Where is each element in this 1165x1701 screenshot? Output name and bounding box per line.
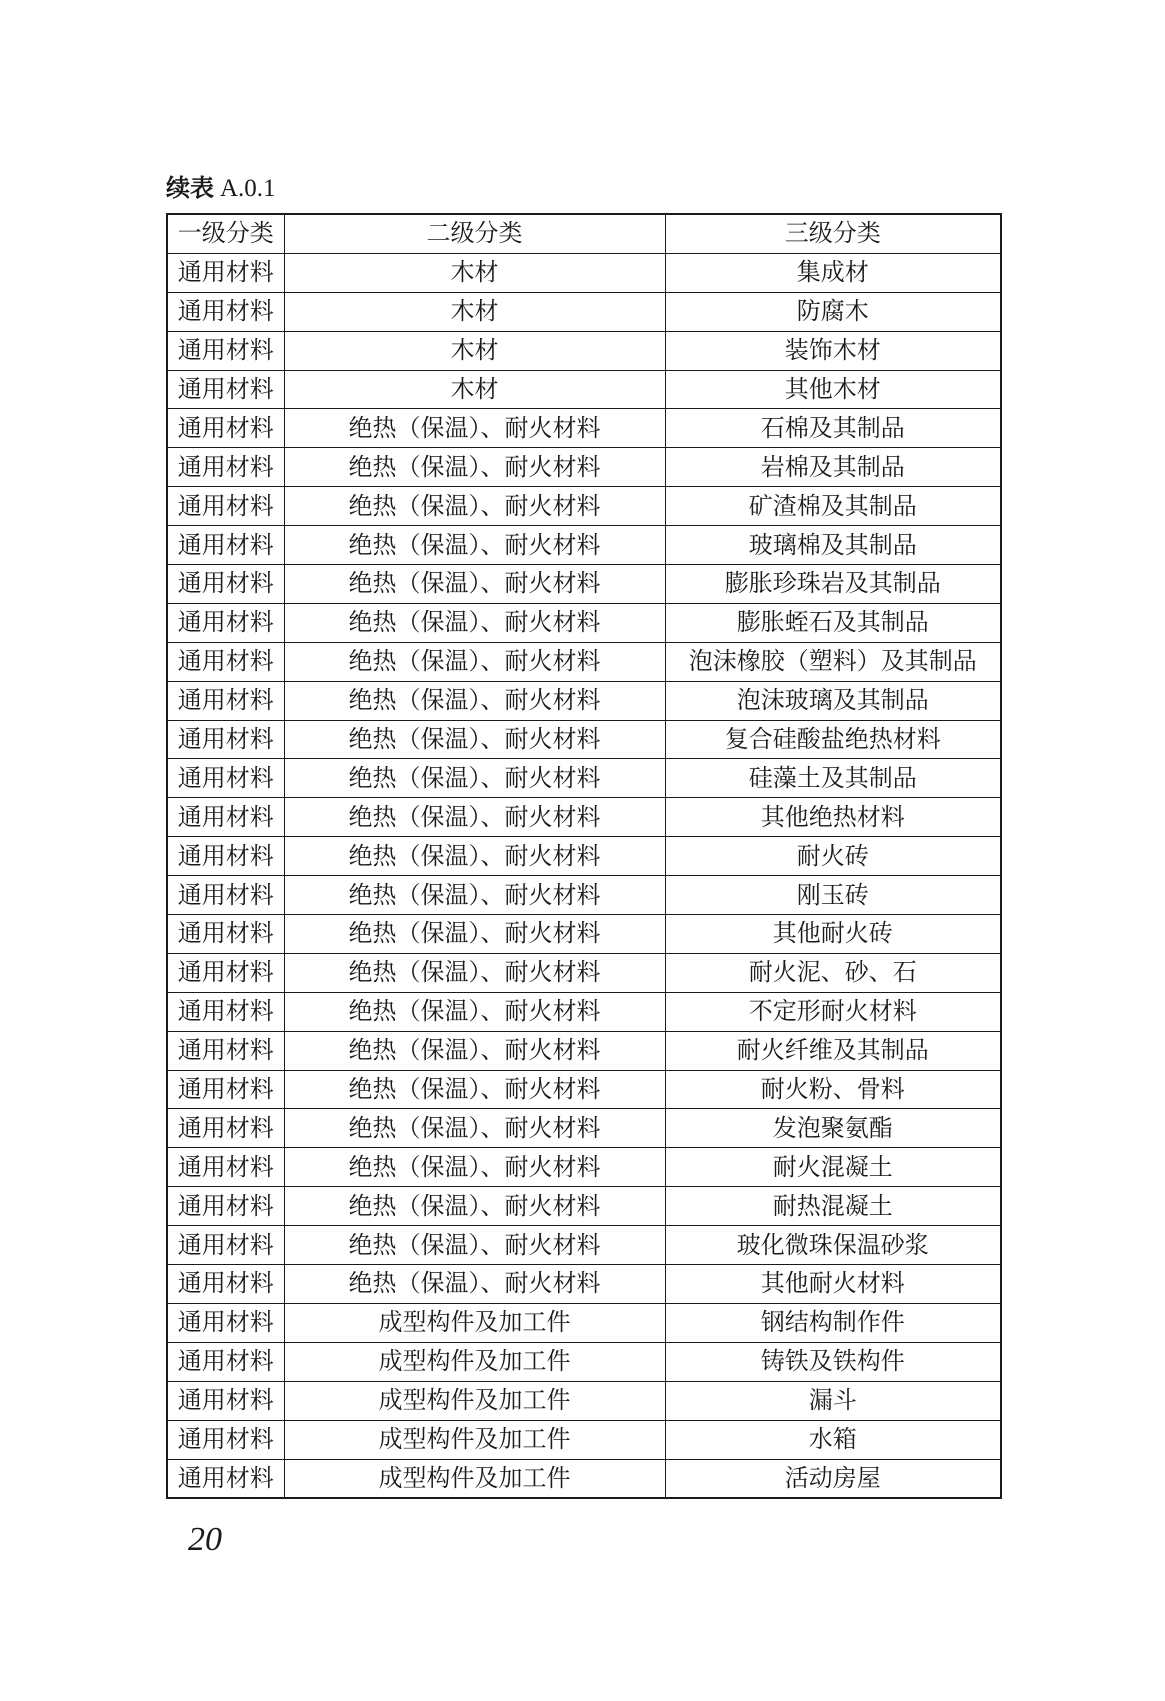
cell-level-1: 通用材料 — [167, 565, 284, 604]
table-row — [167, 331, 1001, 370]
cell-level-2: 绝热（保温）、耐火材料 — [284, 565, 665, 604]
table-row — [167, 1070, 1001, 1109]
table-row — [167, 1187, 1001, 1226]
table-row — [167, 720, 1001, 759]
cell-level-3: 耐热混凝土 — [665, 1187, 1001, 1226]
cell-level-1: 通用材料 — [167, 759, 284, 798]
cell-level-2: 绝热（保温）、耐火材料 — [284, 1109, 665, 1148]
page-number: 20 — [188, 1521, 222, 1558]
cell-level-3: 岩棉及其制品 — [665, 448, 1001, 487]
cell-level-1: 通用材料 — [167, 603, 284, 642]
table-row — [167, 487, 1001, 526]
cell-level-2: 绝热（保温）、耐火材料 — [284, 642, 665, 681]
table-row — [167, 409, 1001, 448]
cell-level-3: 漏斗 — [665, 1381, 1001, 1420]
cell-level-1: 通用材料 — [167, 992, 284, 1031]
cell-level-2: 绝热（保温）、耐火材料 — [284, 720, 665, 759]
cell-level-1: 通用材料 — [167, 798, 284, 837]
cell-level-2: 绝热（保温）、耐火材料 — [284, 1187, 665, 1226]
cell-level-2: 绝热（保温）、耐火材料 — [284, 1070, 665, 1109]
cell-level-3: 其他耐火砖 — [665, 915, 1001, 954]
cell-level-2: 木材 — [284, 253, 665, 292]
cell-level-3: 耐火纤维及其制品 — [665, 1031, 1001, 1070]
cell-level-3: 其他木材 — [665, 370, 1001, 409]
table-row — [167, 448, 1001, 487]
cell-level-1: 通用材料 — [167, 253, 284, 292]
cell-level-3: 防腐木 — [665, 292, 1001, 331]
table-row — [167, 292, 1001, 331]
table-row — [167, 876, 1001, 915]
cell-level-3: 集成材 — [665, 253, 1001, 292]
caption-label: 续表 — [166, 174, 214, 202]
cell-level-3: 泡沫玻璃及其制品 — [665, 681, 1001, 720]
table-row — [167, 1031, 1001, 1070]
table-row — [167, 642, 1001, 681]
cell-level-2: 成型构件及加工件 — [284, 1381, 665, 1420]
table-caption — [166, 172, 276, 204]
table-row — [167, 1265, 1001, 1304]
cell-level-3: 硅藻土及其制品 — [665, 759, 1001, 798]
cell-level-2: 绝热（保温）、耐火材料 — [284, 915, 665, 954]
cell-level-2: 绝热（保温）、耐火材料 — [284, 448, 665, 487]
cell-level-2: 成型构件及加工件 — [284, 1342, 665, 1381]
cell-level-3: 耐火泥、砂、石 — [665, 953, 1001, 992]
cell-level-2: 成型构件及加工件 — [284, 1420, 665, 1459]
cell-level-1: 通用材料 — [167, 526, 284, 565]
table-row — [167, 370, 1001, 409]
cell-level-3: 水箱 — [665, 1420, 1001, 1459]
cell-level-3: 复合硅酸盐绝热材料 — [665, 720, 1001, 759]
table-row — [167, 1148, 1001, 1187]
table-header-row — [167, 214, 1001, 253]
cell-level-1: 通用材料 — [167, 1148, 284, 1187]
table-body — [167, 253, 1001, 1498]
cell-level-2: 绝热（保温）、耐火材料 — [284, 1031, 665, 1070]
cell-level-3: 其他耐火材料 — [665, 1265, 1001, 1304]
table-row — [167, 1342, 1001, 1381]
cell-level-3: 活动房屋 — [665, 1459, 1001, 1498]
cell-level-1: 通用材料 — [167, 1459, 284, 1498]
table-row — [167, 681, 1001, 720]
cell-level-2: 成型构件及加工件 — [284, 1303, 665, 1342]
table-row — [167, 565, 1001, 604]
cell-level-3: 装饰木材 — [665, 331, 1001, 370]
table-row — [167, 953, 1001, 992]
classification-table — [166, 213, 1002, 1499]
cell-level-3: 玻化微珠保温砂浆 — [665, 1226, 1001, 1265]
cell-level-1: 通用材料 — [167, 1420, 284, 1459]
cell-level-1: 通用材料 — [167, 915, 284, 954]
cell-level-1: 通用材料 — [167, 681, 284, 720]
table-row — [167, 1303, 1001, 1342]
cell-level-1: 通用材料 — [167, 1187, 284, 1226]
cell-level-3: 不定形耐火材料 — [665, 992, 1001, 1031]
cell-level-2: 绝热（保温）、耐火材料 — [284, 1148, 665, 1187]
cell-level-2: 绝热（保温）、耐火材料 — [284, 681, 665, 720]
table-row — [167, 526, 1001, 565]
table-row — [167, 1459, 1001, 1498]
cell-level-1: 通用材料 — [167, 487, 284, 526]
cell-level-2: 绝热（保温）、耐火材料 — [284, 759, 665, 798]
cell-level-1: 通用材料 — [167, 837, 284, 876]
cell-level-3: 耐火混凝土 — [665, 1148, 1001, 1187]
table-row — [167, 992, 1001, 1031]
cell-level-2: 绝热（保温）、耐火材料 — [284, 953, 665, 992]
table-row — [167, 1109, 1001, 1148]
cell-level-3: 泡沫橡胶（塑料）及其制品 — [665, 642, 1001, 681]
cell-level-2: 木材 — [284, 292, 665, 331]
cell-level-3: 铸铁及铁构件 — [665, 1342, 1001, 1381]
cell-level-1: 通用材料 — [167, 876, 284, 915]
table-row — [167, 1381, 1001, 1420]
table-row — [167, 759, 1001, 798]
cell-level-1: 通用材料 — [167, 1303, 284, 1342]
caption-number: A.0.1 — [220, 175, 276, 202]
cell-level-3: 膨胀珍珠岩及其制品 — [665, 565, 1001, 604]
cell-level-1: 通用材料 — [167, 409, 284, 448]
cell-level-1: 通用材料 — [167, 1226, 284, 1265]
cell-level-2: 绝热（保温）、耐火材料 — [284, 603, 665, 642]
table-row — [167, 837, 1001, 876]
cell-level-3: 石棉及其制品 — [665, 409, 1001, 448]
cell-level-3: 膨胀蛭石及其制品 — [665, 603, 1001, 642]
cell-level-2: 成型构件及加工件 — [284, 1459, 665, 1498]
cell-level-3: 发泡聚氨酯 — [665, 1109, 1001, 1148]
cell-level-1: 通用材料 — [167, 642, 284, 681]
cell-level-3: 刚玉砖 — [665, 876, 1001, 915]
cell-level-1: 通用材料 — [167, 1265, 284, 1304]
cell-level-1: 通用材料 — [167, 1109, 284, 1148]
cell-level-1: 通用材料 — [167, 1070, 284, 1109]
table-row — [167, 798, 1001, 837]
cell-level-2: 绝热（保温）、耐火材料 — [284, 876, 665, 915]
table-row — [167, 253, 1001, 292]
cell-level-1: 通用材料 — [167, 720, 284, 759]
cell-level-2: 绝热（保温）、耐火材料 — [284, 837, 665, 876]
header-level-2: 二级分类 — [284, 214, 665, 253]
cell-level-1: 通用材料 — [167, 448, 284, 487]
cell-level-2: 绝热（保温）、耐火材料 — [284, 526, 665, 565]
table-row — [167, 1226, 1001, 1265]
cell-level-1: 通用材料 — [167, 1342, 284, 1381]
cell-level-2: 绝热（保温）、耐火材料 — [284, 798, 665, 837]
cell-level-2: 绝热（保温）、耐火材料 — [284, 1265, 665, 1304]
cell-level-3: 钢结构制作件 — [665, 1303, 1001, 1342]
cell-level-2: 绝热（保温）、耐火材料 — [284, 409, 665, 448]
cell-level-1: 通用材料 — [167, 953, 284, 992]
cell-level-2: 绝热（保温）、耐火材料 — [284, 1226, 665, 1265]
table-row — [167, 603, 1001, 642]
cell-level-2: 绝热（保温）、耐火材料 — [284, 487, 665, 526]
header-level-1: 一级分类 — [167, 214, 284, 253]
cell-level-2: 木材 — [284, 370, 665, 409]
cell-level-3: 耐火砖 — [665, 837, 1001, 876]
cell-level-3: 其他绝热材料 — [665, 798, 1001, 837]
cell-level-1: 通用材料 — [167, 292, 284, 331]
table-row — [167, 1420, 1001, 1459]
cell-level-1: 通用材料 — [167, 1031, 284, 1070]
cell-level-3: 耐火粉、骨料 — [665, 1070, 1001, 1109]
table-row — [167, 915, 1001, 954]
cell-level-3: 玻璃棉及其制品 — [665, 526, 1001, 565]
header-level-3: 三级分类 — [665, 214, 1001, 253]
cell-level-1: 通用材料 — [167, 1381, 284, 1420]
cell-level-1: 通用材料 — [167, 331, 284, 370]
cell-level-2: 绝热（保温）、耐火材料 — [284, 992, 665, 1031]
cell-level-2: 木材 — [284, 331, 665, 370]
cell-level-1: 通用材料 — [167, 370, 284, 409]
cell-level-3: 矿渣棉及其制品 — [665, 487, 1001, 526]
